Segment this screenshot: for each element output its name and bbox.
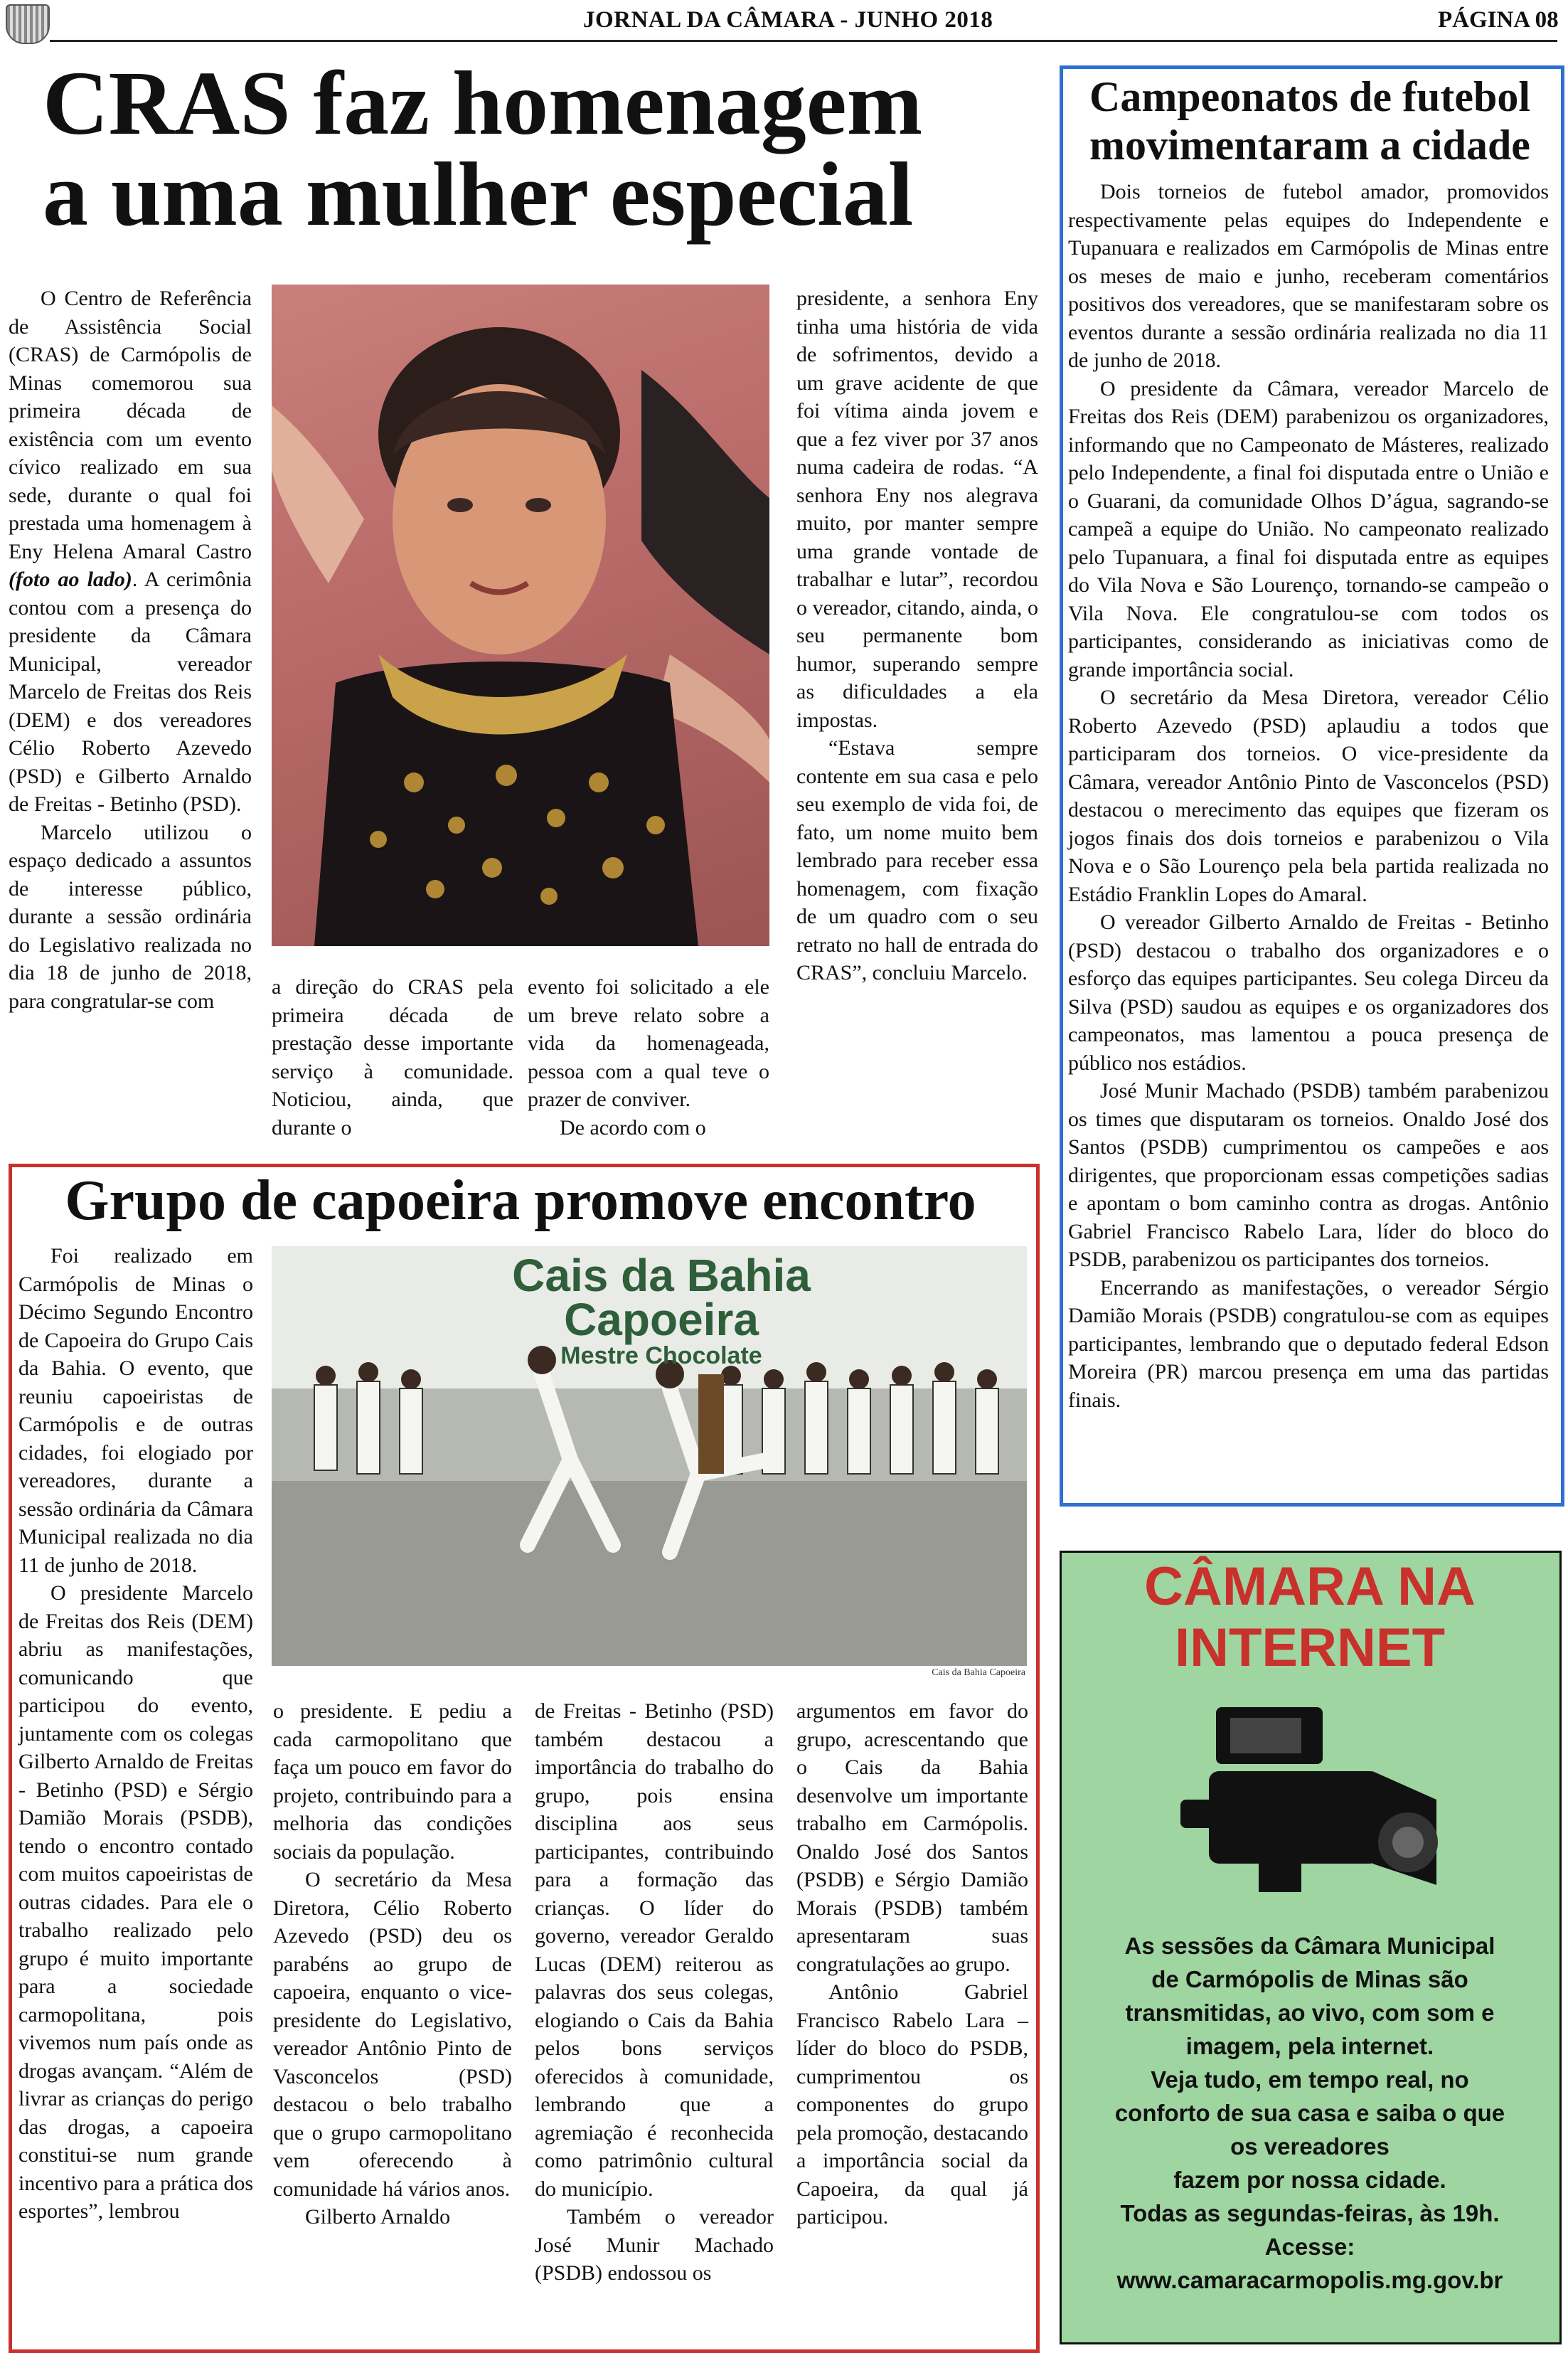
capoeira-col2-paragraph-1: o presidente. E pediu a cada carmopolitano que faça um pouco em favor do projeto, contribuindo para a melhoria das condições sociais da população. xyxy=(273,1699,512,1864)
cras-headline-line2: a uma mulher especial xyxy=(43,144,914,245)
internet-ad-title-line1: CÂMARA NA xyxy=(1144,1556,1476,1617)
ad-line-8: fazem por nossa cidade. xyxy=(1173,2167,1446,2193)
futebol-paragraph-6: Encerrando as manifestações, o vereador Sérgio Damião Morais (PSDB) congratulou-se com as equipes participantes, lembrando que o deputado federal Edson Moreira (PR) marcou presença em uma das partidas finais. xyxy=(1068,1275,1549,1412)
cras-col1-text-a: O Centro de Referência de Assistência Social (CRAS) de Carmópolis de Minas comemorou sua primeira década de existência com um evento cívico realizado em sua sede, durante o qual foi prestada uma homenagem à Eny Helena Amaral Castro xyxy=(9,287,252,563)
municipal-crest-icon xyxy=(6,4,50,44)
capoeira-photo-caption: Cais da Bahia Capoeira xyxy=(932,1667,1025,1678)
futebol-headline-line2: movimentaram a cidade xyxy=(1089,122,1530,169)
cras-col1-paragraph-2: Marcelo utilizou o espaço dedicado a assuntos de interesse público, durante a sessão ordinária do Legislativo realizada no dia 18 de junho de 2018, para congratular-se com xyxy=(9,820,252,1013)
cras-col2-paragraph: a direção do CRAS pela primeira década de prestação desse importante serviço à comunidade. Noticiou, ainda, que durante o xyxy=(272,975,513,1140)
capoeira-col1-paragraph-1: Foi realizado em Carmópolis de Minas o Décimo Segundo Encontro de Capoeira do Grupo Cais da Bahia. O evento, que reuniu capoeiristas de Carmópolis e de outras cidades, foi elogiado por vereadores, durante a sessão ordinária da Câmara Municipal realizada no dia 11 de junho de 2018. xyxy=(18,1244,253,1577)
capoeira-banner-line1: Cais da Bahia xyxy=(512,1250,811,1301)
cras-column-3 xyxy=(528,973,769,1142)
capoeira-col3-paragraph-2: Também o vereador José Munir Machado (PSDB) endossou os xyxy=(535,2205,774,2285)
futebol-paragraph-1: Dois torneios de futebol amador, promovidos respectivamente pelas equipes do Independente e Tupanuara e realizados em Carmópolis de Minas entre os meses de maio e junho, receberam comentários positivos dos vereadores, que se manifestaram sobre os eventos durante a sessão ordinária realizada no dia 11 de junho de 2018. xyxy=(1068,180,1549,372)
video-camera-icon xyxy=(1166,1693,1451,1906)
futebol-paragraph-5: José Munir Machado (PSDB) também parabenizou os times que disputaram os torneios. Onaldo José dos Santos (PSDB) cumprimentou os campeões e aos dirigentes, que proporcionam essas competições sadias e apontam o bom caminho contra as drogas. Antônio Gabriel Francisco Rabelo Lara, líder do bloco do PSDB, parabenizou os participantes dos torneios. xyxy=(1068,1079,1549,1271)
capoeira-banner-line3: Mestre Chocolate xyxy=(560,1342,762,1369)
capoeira-column-4 xyxy=(796,1697,1028,2231)
capoeira-col2-paragraph-3: Gilberto Arnaldo xyxy=(305,2205,451,2229)
cras-headline-line1: CRAS faz homenagem xyxy=(43,53,923,154)
cras-col4-paragraph-1: presidente, a senhora Eny tinha uma história de vida de sofrimentos, devido a um grave acidente de que foi vítima ainda jovem e que a fez viver por 37 anos numa cadeira de rodas. “A senhora Eny nos alegrava muito, por manter sempre uma grande vontade de trabalhar e lutar”, recordou o vereador, citando, ainda, o seu permanente bom humor, superando sempre as dificuldades a ela impostas. xyxy=(796,287,1038,732)
cras-col3-paragraph-2: De acordo com o xyxy=(560,1115,706,1140)
cras-col3-paragraph-1: evento foi solicitado a ele um breve relato sobre a vida da homenageada, pessoa com a qual teve o prazer de conviver. xyxy=(528,975,769,1111)
ad-line-4: imagem, pela internet. xyxy=(1185,2033,1434,2059)
ad-line-2: de Carmópolis de Minas são xyxy=(1151,1966,1468,1992)
capoeira-headline: Grupo de capoeira promove encontro xyxy=(65,1169,976,1232)
ad-website-link[interactable]: www.camaracarmopolis.mg.gov.br xyxy=(1116,2267,1503,2293)
portrait-illustration xyxy=(272,285,769,946)
journal-title: JORNAL DA CÂMARA - JUNHO 2018 xyxy=(583,7,993,33)
capoeira-column-1 xyxy=(18,1242,253,2226)
cras-headline xyxy=(43,55,1031,243)
futebol-headline xyxy=(1067,73,1553,169)
futebol-paragraph-4: O vereador Gilberto Arnaldo de Freitas - Betinho (PSD) destacou o trabalho dos organizadores e o esforço das equipes participantes. Seu colega Dirceu da Silva (PSD) saudou as equipes e os organizadores dos campeonatos, mas lamentou a pouca presença de público nos estádios. xyxy=(1068,910,1549,1075)
futebol-paragraph-3: O secretário da Mesa Diretora, vereador Célio Roberto Azevedo (PSD) aplaudiu a todos que participaram dos torneios. O vice-presidente da Câmara, vereador Antônio Pinto de Vasconcelos (PSD) destacou o merecimento das equipes que fizeram os jogos finais dos dois torneios e parabenizou o Vila Nova e o São Lourenço pela bela partida realizada no Estádio Franklin Lopes do Amaral. xyxy=(1068,686,1549,906)
internet-ad-title xyxy=(1062,1556,1557,1679)
cras-col1-text-b: . A cerimônia contou com a presença do presidente da Câmara Municipal, vereador Marcelo de Freitas dos Reis (DEM) e dos vereadores Célio Roberto Azevedo (PSD) e Gilberto Arnaldo de Freitas - Betinho (PSD). xyxy=(9,568,252,816)
page-number: PÁGINA 08 xyxy=(1438,7,1559,33)
cras-column-4 xyxy=(796,285,1038,987)
internet-ad-title-line2: INTERNET xyxy=(1175,1618,1445,1678)
cras-portrait-photo xyxy=(272,285,769,946)
ad-line-9: Todas as segundas-feiras, às 19h. xyxy=(1120,2200,1500,2226)
futebol-paragraph-2: O presidente da Câmara, vereador Marcelo de Freitas dos Reis (DEM) parabenizou os organizadores, informando que no Campeonato de Másteres, realizado pelo Independente, a final foi disputada entre o União e o Guarani, da comunidade Olhos D’água, sagrando-se campeã a equipe do União. No campeonato realizado pelo Tupanuara, a final foi disputada entre as equipes do Vila Nova e São Lourenço, tornando-se campeão o Vila Nova. Ele congratulou-se com todos os participantes, considerando as iniciativas como de grande importância social. xyxy=(1068,376,1549,681)
cras-photo-reference: (foto ao lado) xyxy=(9,568,132,591)
cras-col4-paragraph-2: “Estava sempre contente em sua casa e pelo seu exemplo de vida foi, de fato, um nome muito bem lembrado para receber essa homenagem, com fixação de um quadro com o seu retrato no hall de entrada do CRAS”, concluiu Marcelo. xyxy=(796,736,1038,984)
capoeira-column-3 xyxy=(535,1697,774,2288)
ad-line-6: conforto de sua casa e saiba o que xyxy=(1114,2100,1505,2126)
ad-line-3: transmitidas, ao vivo, com som e xyxy=(1125,1999,1495,2026)
ad-line-5: Veja tudo, em tempo real, no xyxy=(1151,2066,1469,2093)
internet-ad-text xyxy=(1062,1929,1557,2297)
cras-column-1 xyxy=(9,285,252,1015)
capoeira-banner xyxy=(434,1250,889,1370)
capoeira-col3-paragraph-1: de Freitas - Betinho (PSD) também destacou a importância do trabalho do grupo, pois ensina disciplina aos seus participantes, contribuindo para a formação das crianças. O líder do governo, vereador Geraldo Lucas (DEM) reiterou as palavras dos seus colegas, elogiando o Cais da Bahia pelos bons serviços oferecidos à comunidade, lembrando que a agremiação é reconhecida como patrimônio cultural do município. xyxy=(535,1699,774,2201)
capoeira-column-2 xyxy=(273,1697,512,2231)
header-divider xyxy=(50,40,1557,42)
cras-column-2 xyxy=(272,973,513,1142)
ad-line-7: os vereadores xyxy=(1230,2133,1390,2160)
futebol-headline-line1: Campeonatos de futebol xyxy=(1089,73,1530,120)
capoeira-col2-paragraph-2: O secretário da Mesa Diretora, Célio Roberto Azevedo (PSD) deu os parabéns ao grupo de capoeira, enquanto o vice-presidente do Legislativo, vereador Antônio Pinto de Vasconcelos (PSD) destacou o belo trabalho que o grupo carmopolitano vem oferecendo à comunidade há vários anos. xyxy=(273,1868,512,2201)
ad-line-1: As sessões da Câmara Municipal xyxy=(1124,1933,1495,1959)
futebol-body xyxy=(1068,178,1549,1414)
ad-line-10: Acesse: xyxy=(1264,2234,1355,2260)
capoeira-col4-paragraph-2: Antônio Gabriel Francisco Rabelo Lara – líder do bloco do PSDB, cumprimentou os componentes do grupo pela promoção, destacando a importância social da Capoeira, da qual já participou. xyxy=(796,1980,1028,2229)
capoeira-banner-line2: Capoeira xyxy=(564,1294,759,1345)
capoeira-col4-paragraph-1: argumentos em favor do grupo, acrescentando que o Cais da Bahia desenvolve um importante trabalho em Carmópolis. Onaldo José dos Santos (PSDB) e Sérgio Damião Morais (PSDB) também apresentaram suas congratulações ao grupo. xyxy=(796,1699,1028,1976)
capoeira-col1-paragraph-2: O presidente Marcelo de Freitas dos Reis (DEM) abriu as manifestações, comunicando que participou do evento, juntamente com os colegas Gilberto Arnaldo de Freitas - Betinho (PSD) e Sérgio Damião Morais (PSDB), tendo o encontro contado com muitos capoeiristas de outras cidades. Para ele o trabalho realizado pelo grupo é muito importante para a sociedade carmopolitana, pois vivemos num país onde as drogas avançam. “Além de livrar as crianças do perigo das drogas, a capoeira constitui-se num grande incentivo para a prática dos esportes”, lembrou xyxy=(18,1581,253,2223)
